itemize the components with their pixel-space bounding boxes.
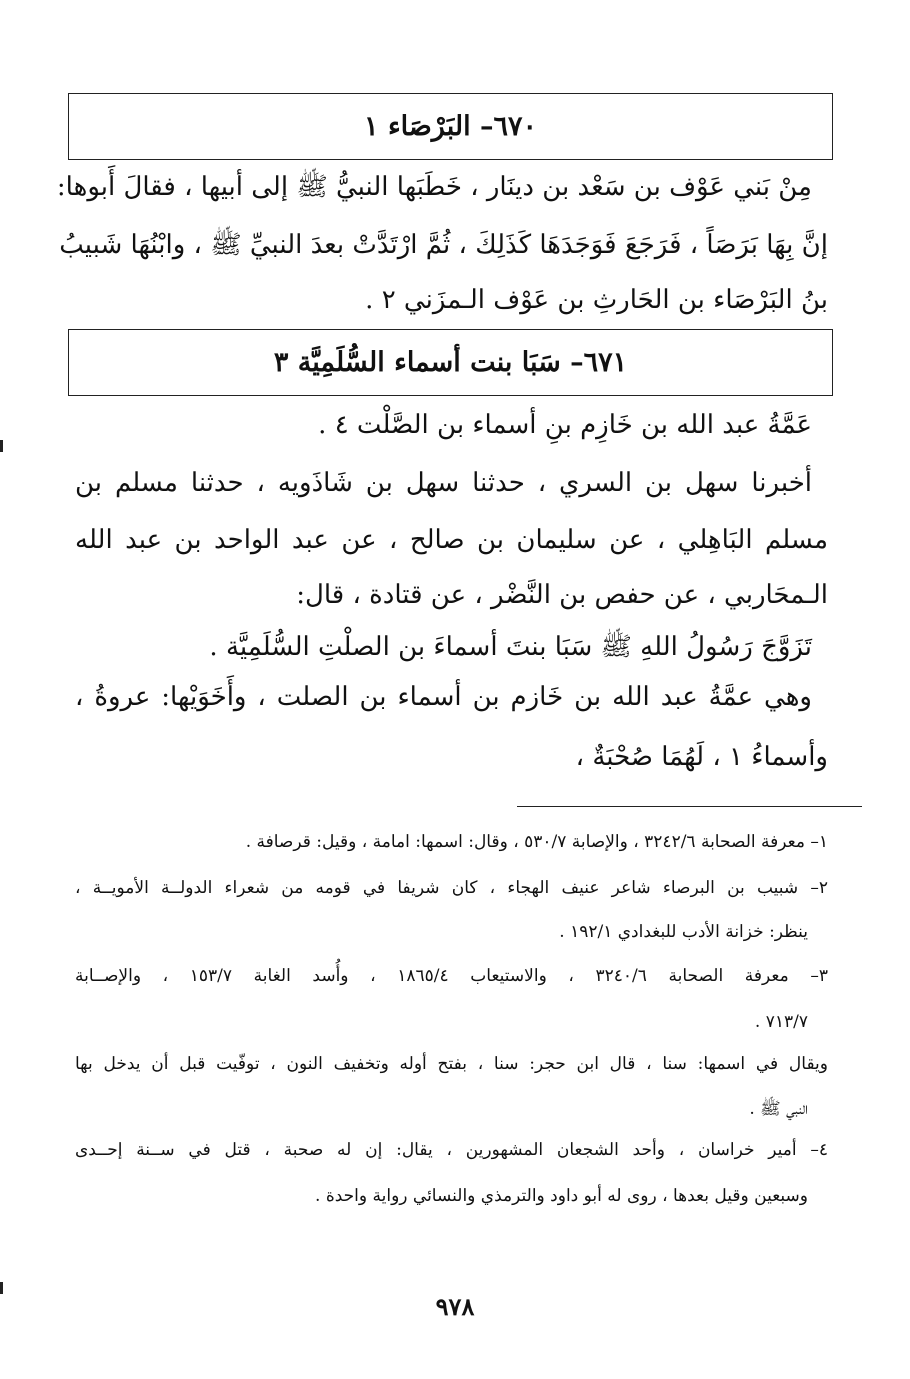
body-line: مسلم البَاهِلي ، عن سليمان بن صالح ، عن عبد الواحد بن عبد الله [75, 525, 828, 555]
footnote-line: ٧١٣/٧ . [754, 1012, 808, 1032]
body-line: أخبرنا سهل بن السري ، حدثنا سهل بن شَاذَويه ، حدثنا مسلم بن [75, 468, 812, 498]
entry-title-box [68, 329, 833, 396]
body-line: عَمَّةُ عبد الله بن خَازِم بنِ أسماء بن الصَّلْت ٤ . [318, 410, 812, 440]
body-line: بنُ البَرْصَاء بن الحَارثِ بن عَوْف الـمزَني ٢ . [365, 285, 828, 315]
body-line: وأسماءُ ١ ، لَهُمَا صُحْبَةٌ ، [575, 742, 828, 772]
footnote-line: ويقال في اسمها: سنا ، قال ابن حجر: سنا ، بفتح أوله وتخفيف النون ، توفّيت قبل أن يدخل بها [75, 1054, 829, 1074]
body-line: إنَّ بِهَا بَرَصَاً ، فَرَجَعَ فَوَجَدَهَا كَذَلِكَ ، ثُمَّ ارْتَدَّتْ بعدَ النبيِّ ﷺ ، وابْنُهَا شَبيبُ [59, 230, 828, 260]
entry-title: ٦٧١– سَبَا بنت أسماء السُّلَمِيَّة ٣ [273, 347, 628, 378]
scan-edge-mark [0, 1282, 3, 1294]
footnote-line: ٣– معرفة الصحابة ٣٢٤٠/٦ ، والاستيعاب ١٨٦٥/٤ ، وأُسد الغابة ١٥٣/٧ ، والإصــابة [75, 966, 828, 986]
footnote-line: ٤– أمير خراسان ، وأحد الشجعان المشهورين ، يقال: إن له صحبة ، قتل في ســنة إحــدى [75, 1140, 828, 1160]
footnote-line: ينظر: خزانة الأدب للبغدادي ١٩٢/١ . [559, 922, 808, 942]
body-line: وهي عمَّةُ عبد الله بن خَازم بن أسماء بن الصلت ، وأَخَوَيْها: عروةُ ، [75, 682, 812, 712]
body-line: الـمحَاربي ، عن حفص بن النَّضْر ، عن قتادة ، قال: [296, 580, 828, 610]
body-line: تَزَوَّجَ رَسُولُ اللهِ ﷺ سَبَا بنتَ أسماءَ بن الصلْتِ السُّلَمِيَّة . [209, 632, 812, 662]
footnote-line: ٢– شبيب بن البرصاء شاعر عنيف الهجاء ، كان شريفا في قومه من شعراء الدولــة الأمويــة ، [75, 878, 828, 898]
footnote-line: ١– معرفة الصحابة ٣٢٤٢/٦ ، والإصابة ٥٣٠/٧ ، وقال: اسمها: امامة ، وقيل: قرصافة . [245, 832, 828, 852]
footnote-line: النبي ﷺ . [749, 1099, 808, 1119]
entry-title: ٦٧٠– البَرْصَاء ١ [364, 111, 537, 142]
page-number: ٩٧٨ [435, 1292, 475, 1321]
footnote-line: وسبعين وقيل بعدها ، روى له أبو داود والترمذي والنسائي رواية واحدة . [315, 1186, 808, 1206]
entry-title-box [68, 93, 833, 160]
footnote-separator [517, 806, 862, 807]
scan-edge-mark [0, 440, 3, 452]
body-line: مِنْ بَني عَوْف بن سَعْد بن دينَار ، خَطَبَها النبيُّ ﷺ إلى أبيها ، فقالَ أَبوها: [56, 172, 812, 202]
